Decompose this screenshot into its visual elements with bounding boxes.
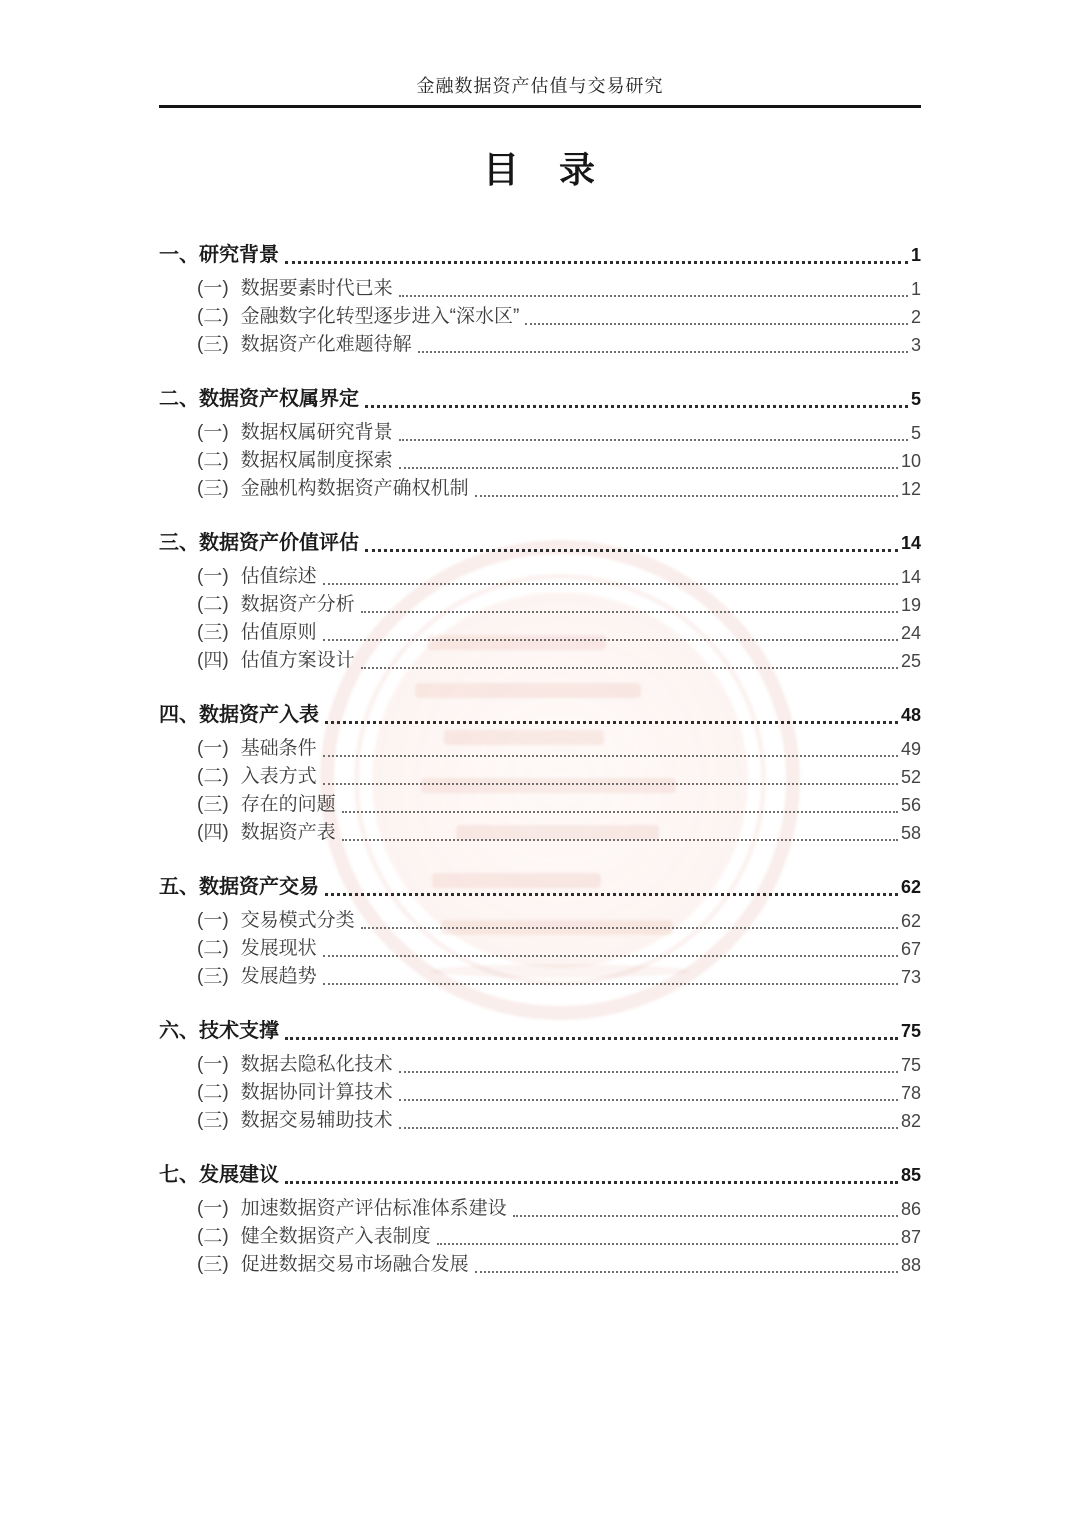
sub-entry-title: 交易模式分类 xyxy=(240,910,355,931)
chapter-title: 数据资产入表 xyxy=(199,704,319,726)
sub-entry-number: (二) xyxy=(197,938,229,959)
chapter-number: 一、 xyxy=(159,244,199,266)
sub-entry-title: 数据去隐私化技术 xyxy=(240,1054,393,1075)
page-number: 48 xyxy=(900,705,921,725)
toc-chapter-row[interactable] xyxy=(159,529,921,557)
toc-sub-row[interactable] xyxy=(159,475,921,503)
sub-entry-title: 数据资产化难题待解 xyxy=(240,334,412,355)
page-number: 86 xyxy=(900,1199,921,1219)
dot-leader xyxy=(399,1099,898,1101)
page-number: 82 xyxy=(900,1111,921,1131)
toc-sub-row[interactable] xyxy=(159,1223,921,1251)
dot-leader xyxy=(399,295,908,297)
page-number: 24 xyxy=(900,623,921,643)
sub-entry-number: (二) xyxy=(197,306,229,327)
dot-leader xyxy=(525,323,908,325)
chapter-title: 数据资产权属界定 xyxy=(199,388,359,410)
chapter-title: 发展建议 xyxy=(199,1164,279,1186)
page-number: 75 xyxy=(900,1021,921,1041)
page-number: 87 xyxy=(900,1227,921,1247)
page-number: 14 xyxy=(900,533,921,553)
sub-entry-number: (一) xyxy=(197,422,229,443)
toc-sub-row[interactable] xyxy=(159,735,921,763)
dot-leader xyxy=(285,1181,898,1184)
toc-sub-row[interactable] xyxy=(159,1051,921,1079)
toc-sub-row[interactable] xyxy=(159,763,921,791)
page-number: 5 xyxy=(910,389,921,409)
dot-leader xyxy=(323,783,898,785)
dot-leader xyxy=(361,667,898,669)
page-number: 85 xyxy=(900,1165,921,1185)
toc-sub-row[interactable] xyxy=(159,275,921,303)
sub-entry-title: 加速数据资产评估标准体系建设 xyxy=(240,1198,507,1219)
sub-entry-title: 入表方式 xyxy=(240,766,317,787)
dot-leader xyxy=(361,927,898,929)
sub-entry-number: (四) xyxy=(197,822,229,843)
running-header-title: 金融数据资产估值与交易研究 xyxy=(416,76,664,96)
sub-entry-number: (二) xyxy=(197,594,229,615)
sub-entry-title: 发展现状 xyxy=(240,938,317,959)
sub-entry-number: (三) xyxy=(197,966,229,987)
page-number: 19 xyxy=(900,595,921,615)
toc-sub-row[interactable] xyxy=(159,963,921,991)
dot-leader xyxy=(323,955,898,957)
dot-leader xyxy=(399,467,898,469)
chapter-title: 技术支撑 xyxy=(199,1020,279,1042)
dot-leader xyxy=(399,439,908,441)
header-rule xyxy=(159,105,921,108)
sub-entry-number: (二) xyxy=(197,450,229,471)
toc-chapter-row[interactable] xyxy=(159,1161,921,1189)
page-number: 10 xyxy=(900,451,921,471)
dot-leader xyxy=(418,351,908,353)
chapter-title: 数据资产交易 xyxy=(199,876,319,898)
dot-leader xyxy=(323,639,898,641)
page-number: 2 xyxy=(910,307,921,327)
sub-entry-number: (一) xyxy=(197,1054,229,1075)
dot-leader xyxy=(365,405,908,408)
sub-entry-number: (二) xyxy=(197,766,229,787)
chapter-number: 三、 xyxy=(159,532,199,554)
sub-entry-title: 促进数据交易市场融合发展 xyxy=(240,1254,469,1275)
sub-entry-number: (二) xyxy=(197,1082,229,1103)
page-number: 49 xyxy=(900,739,921,759)
page-number: 73 xyxy=(900,967,921,987)
toc-sub-row[interactable] xyxy=(159,331,921,359)
sub-entry-title: 发展趋势 xyxy=(240,966,317,987)
toc-sub-row[interactable] xyxy=(159,1107,921,1135)
chapter-number: 二、 xyxy=(159,388,199,410)
page-number: 12 xyxy=(900,479,921,499)
toc-sub-row[interactable] xyxy=(159,819,921,847)
sub-entry-number: (三) xyxy=(197,1110,229,1131)
chapter-number: 五、 xyxy=(159,876,199,898)
sub-entry-title: 估值方案设计 xyxy=(240,650,355,671)
dot-leader xyxy=(437,1243,898,1245)
toc-list xyxy=(159,241,921,1279)
dot-leader xyxy=(323,983,898,985)
page-number: 5 xyxy=(910,423,921,443)
toc-chapter-row[interactable] xyxy=(159,241,921,269)
sub-entry-number: (一) xyxy=(197,738,229,759)
toc-chapter-row[interactable] xyxy=(159,701,921,729)
dot-leader xyxy=(342,839,898,841)
toc-sub-row[interactable] xyxy=(159,563,921,591)
dot-leader xyxy=(323,583,898,585)
toc-sub-row[interactable] xyxy=(159,935,921,963)
dot-leader xyxy=(475,495,898,497)
page-number: 78 xyxy=(900,1083,921,1103)
sub-entry-title: 数据权属研究背景 xyxy=(240,422,393,443)
toc-sub-row[interactable] xyxy=(159,303,921,331)
dot-leader xyxy=(342,811,898,813)
page-number: 58 xyxy=(900,823,921,843)
page-number: 67 xyxy=(900,939,921,959)
dot-leader xyxy=(325,721,898,724)
dot-leader xyxy=(361,611,898,613)
dot-leader xyxy=(285,261,908,264)
chapter-number: 四、 xyxy=(159,704,199,726)
toc-sub-row[interactable] xyxy=(159,907,921,935)
sub-entry-number: (二) xyxy=(197,1226,229,1247)
sub-entry-title: 基础条件 xyxy=(240,738,317,759)
dot-leader xyxy=(513,1215,898,1217)
sub-entry-title: 估值综述 xyxy=(240,566,317,587)
sub-entry-number: (三) xyxy=(197,622,229,643)
page-number: 62 xyxy=(900,911,921,931)
toc-sub-row[interactable] xyxy=(159,791,921,819)
sub-entry-title: 存在的问题 xyxy=(240,794,336,815)
sub-entry-title: 健全数据资产入表制度 xyxy=(240,1226,431,1247)
sub-entry-title: 估值原则 xyxy=(240,622,317,643)
toc-sub-row[interactable] xyxy=(159,1195,921,1223)
toc-chapter-row[interactable] xyxy=(159,385,921,413)
dot-leader xyxy=(399,1071,898,1073)
chapter-number: 七、 xyxy=(159,1164,199,1186)
page-number: 52 xyxy=(900,767,921,787)
page-number: 14 xyxy=(900,567,921,587)
toc-sub-row[interactable] xyxy=(159,419,921,447)
sub-entry-title: 金融数字化转型逐步进入“深水区” xyxy=(240,306,520,327)
sub-entry-title: 数据要素时代已来 xyxy=(240,278,393,299)
sub-entry-number: (三) xyxy=(197,478,229,499)
sub-entry-title: 数据资产表 xyxy=(240,822,336,843)
sub-entry-number: (三) xyxy=(197,1254,229,1275)
chapter-number: 六、 xyxy=(159,1020,199,1042)
chapter-title: 数据资产价值评估 xyxy=(199,532,359,554)
page-number: 25 xyxy=(900,651,921,671)
toc-sub-row[interactable] xyxy=(159,1079,921,1107)
page-number: 56 xyxy=(900,795,921,815)
toc-sub-row[interactable] xyxy=(159,1251,921,1279)
sub-entry-title: 数据交易辅助技术 xyxy=(240,1110,393,1131)
sub-entry-title: 数据协同计算技术 xyxy=(240,1082,393,1103)
sub-entry-number: (三) xyxy=(197,794,229,815)
sub-entry-number: (一) xyxy=(197,566,229,587)
page-number: 62 xyxy=(900,877,921,897)
chapter-title: 研究背景 xyxy=(199,244,279,266)
dot-leader xyxy=(325,893,898,896)
toc-sub-row[interactable] xyxy=(159,591,921,619)
sub-entry-title: 金融机构数据资产确权机制 xyxy=(240,478,469,499)
sub-entry-title: 数据资产分析 xyxy=(240,594,355,615)
toc-sub-row[interactable] xyxy=(159,647,921,675)
dot-leader xyxy=(285,1037,898,1040)
page-number: 88 xyxy=(900,1255,921,1275)
page-number: 75 xyxy=(900,1055,921,1075)
dot-leader xyxy=(399,1127,898,1129)
toc-sub-row[interactable] xyxy=(159,619,921,647)
page-header xyxy=(0,0,1080,108)
toc-sub-row[interactable] xyxy=(159,447,921,475)
page-number: 1 xyxy=(910,245,921,265)
page-title: 目 录 xyxy=(482,150,597,190)
sub-entry-number: (一) xyxy=(197,910,229,931)
sub-entry-number: (四) xyxy=(197,650,229,671)
sub-entry-number: (三) xyxy=(197,334,229,355)
sub-entry-number: (一) xyxy=(197,1198,229,1219)
page-number: 1 xyxy=(910,279,921,299)
sub-entry-number: (一) xyxy=(197,278,229,299)
dot-leader xyxy=(365,549,898,552)
dot-leader xyxy=(323,755,898,757)
page-number: 3 xyxy=(910,335,921,355)
toc-chapter-row[interactable] xyxy=(159,1017,921,1045)
dot-leader xyxy=(475,1271,898,1273)
toc-chapter-row[interactable] xyxy=(159,873,921,901)
sub-entry-title: 数据权属制度探索 xyxy=(240,450,393,471)
